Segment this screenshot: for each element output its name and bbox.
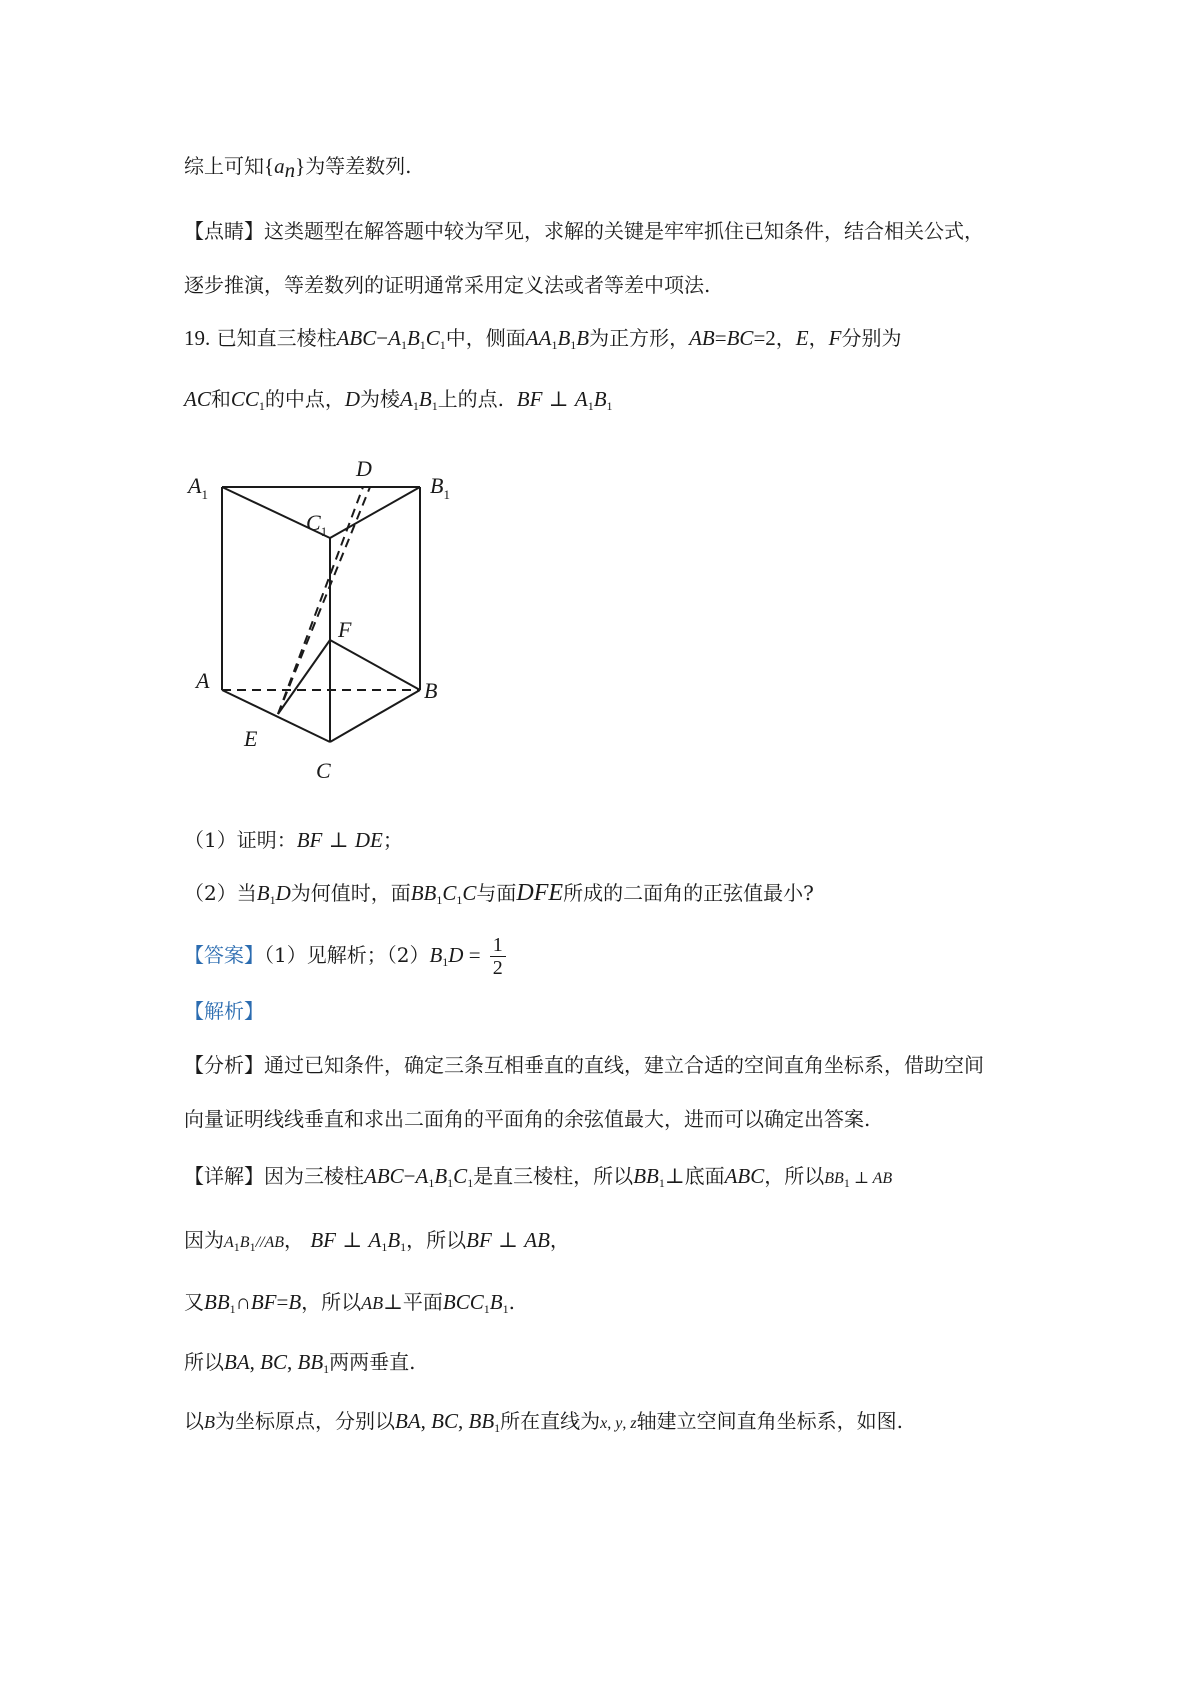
- question-19-line-2: AC和$CC_1$的中点，D为棱$A_1B_1$上的点. BF ⊥ $A_1B_1$: [184, 387, 613, 413]
- question-19-line-1: 19. 已知直三棱柱$ABC-A_1B_1C_1$中，侧面$AA_1B_1B$为正方形，AB=BC=2，E，F分别为: [184, 326, 902, 352]
- part-2: （2）当$B_1D$为何值时，面$BB_1C_1C$与面DFE所成的二面角的正弦值最小?: [184, 880, 814, 907]
- label-C: C: [316, 758, 331, 783]
- xiangjie-line-1: 【详解】因为三棱柱$ABC-A_1B_1C_1$是直三棱柱，所以$BB_1\perp$底面ABC，所以$BB_1$ ⊥ AB: [184, 1164, 893, 1190]
- jiexi-tag: 【解析】: [184, 999, 264, 1023]
- dianjing-line-2: 逐步推演，等差数列的证明通常采用定义法或者等差中项法.: [184, 273, 711, 297]
- answer-line: 【答案】（1）见解析；$(2)B_1D$ = $\frac{1}{2}$: [184, 934, 506, 979]
- xiangjie-line-5: 以B为坐标原点，分别以BA, BC, $BB_1$所在直线为x, y, z轴建立空间直角坐标系，如图.: [184, 1409, 903, 1435]
- part-1: （1）证明：BF ⊥ DE；: [184, 828, 403, 852]
- label-E: E: [244, 726, 258, 751]
- xiangjie-line-3: 又$BB_1\cap BF=B$，所以AB⊥平面$BCC_1B_1$.: [184, 1290, 515, 1316]
- xiangjie-line-4: 所以BA, BC, $BB_1$两两垂直.: [184, 1350, 416, 1376]
- xiangjie-line-2: 因为$A_1B_1//AB$， BF ⊥ $A_1B_1$，所以BF ⊥ AB，: [184, 1228, 570, 1254]
- label-A1: $A_1$: [188, 473, 208, 502]
- dianjing-line-1: 【点睛】这类题型在解答题中较为罕见，求解的关键是牢牢抓住已知条件，结合相关公式，: [184, 219, 984, 243]
- prism-figure: [180, 440, 480, 800]
- label-B1: $B_1$: [430, 473, 450, 502]
- label-B: B: [424, 678, 438, 703]
- answer-fraction: $\frac{1}{2}$: [490, 934, 506, 979]
- label-A: A: [196, 668, 210, 693]
- label-C1: $C_1$: [306, 510, 328, 539]
- fenxi-line-2: 向量证明线线垂直和求出二面角的平面角的余弦值最大，进而可以确定出答案.: [184, 1107, 871, 1131]
- label-D: D: [356, 456, 372, 481]
- conclusion-line: 综上可知$\{a_n\}$为等差数列.: [184, 154, 412, 182]
- fenxi-line-1: 【分析】通过已知条件，确定三条互相垂直的直线，建立合适的空间直角坐标系，借助空间: [184, 1053, 984, 1077]
- label-F: F: [338, 617, 352, 642]
